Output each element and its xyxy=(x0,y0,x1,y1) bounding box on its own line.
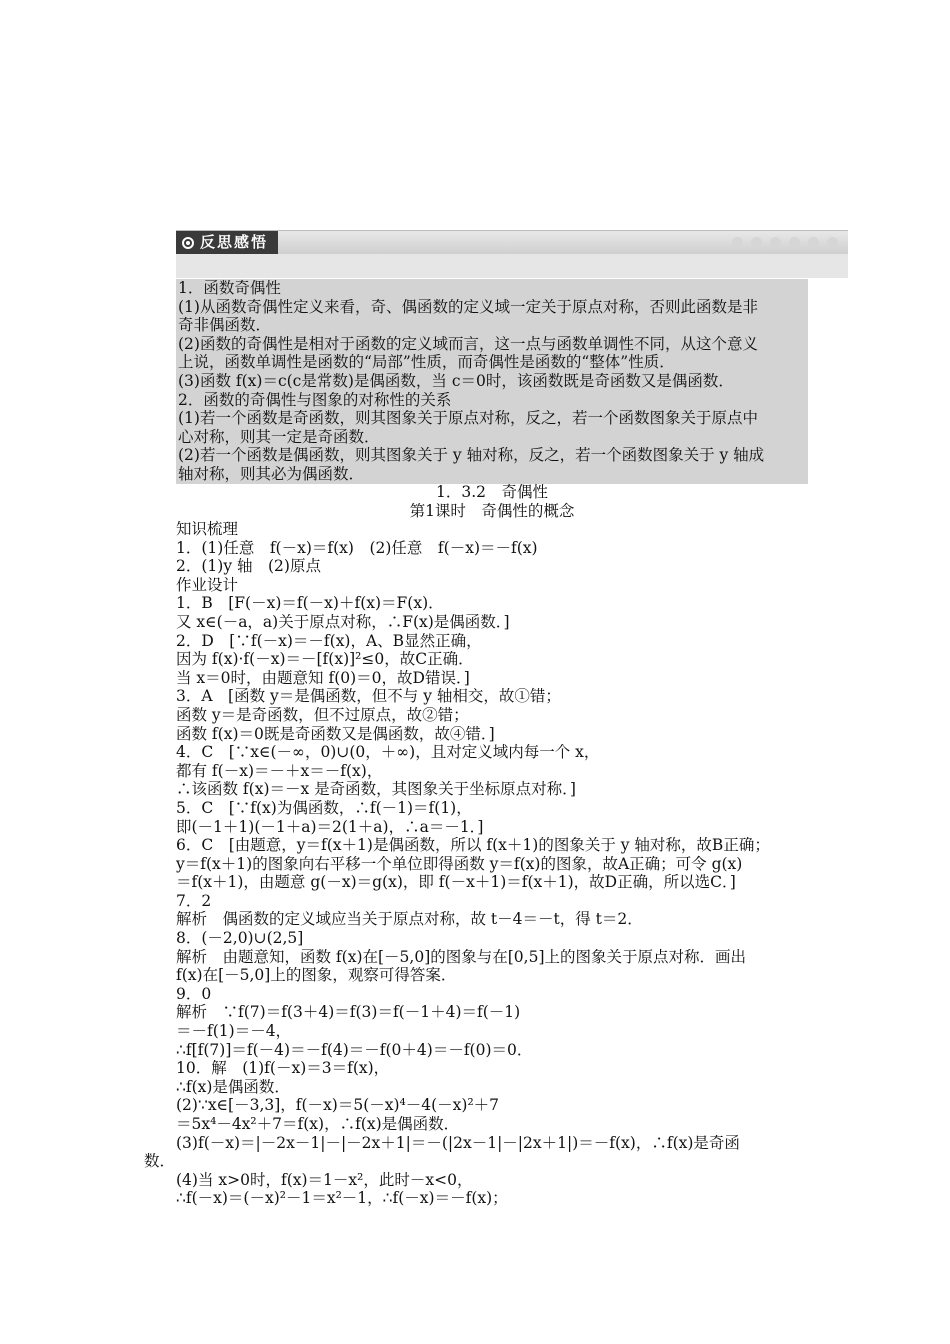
bullet-circle-icon xyxy=(182,237,194,249)
answer-line: 7．2 xyxy=(176,891,212,910)
answer-line: 1．B [F(－x)＝f(－x)＋f(x)＝F(x)． xyxy=(176,594,444,613)
answer-line: 都有 f(－x)＝－＋x＝－f(x)， xyxy=(176,761,383,780)
decorative-dot-icon xyxy=(770,237,781,248)
answer-line: ＝－f(1)＝－4， xyxy=(176,1022,292,1041)
answer-line: 解析 由题意知，函数 f(x)在[－5,0]的图象与在[0,5]上的图象关于原点对称．画出 xyxy=(176,947,746,966)
reflection-line: (3)函数 f(x)＝c(c是常数)是偶函数，当 c＝0时，该函数既是奇函数又是偶函数． xyxy=(178,371,734,390)
answer-line: 5．C [∵f(x)为偶函数，∴f(－1)＝f(1)， xyxy=(176,798,472,817)
answer-line: 4．C [∵x∈(－∞，0)∪(0，＋∞)，且对定义域内每一个 x， xyxy=(176,743,600,762)
answer-line: 3．A [函数 y＝是偶函数，但不与 y 轴相交，故①错； xyxy=(176,687,561,706)
answer-line: 10．解 (1)f(－x)＝3＝f(x)， xyxy=(176,1059,390,1078)
reflection-line: 轴对称，则其必为偶函数． xyxy=(178,464,365,483)
reflection-line: (1)若一个函数是奇函数，则其图象关于原点对称，反之，若一个函数图象关于原点中 xyxy=(178,409,758,428)
answer-line: 函数 f(x)＝0既是奇函数又是偶函数，故④错．] xyxy=(176,724,495,743)
decorative-dot-icon xyxy=(751,237,762,248)
answer-line: 解析 偶函数的定义域应当关于原点对称，故 t－4＝－t，得 t＝2． xyxy=(176,910,643,929)
answer-line: 函数 y＝是奇函数，但不过原点，故②错； xyxy=(176,705,469,724)
answer-line: 2．(1)y 轴 (2)原点 xyxy=(176,557,321,576)
answer-line: ∴该函数 f(x)＝－x 是奇函数，其图象关于坐标原点对称．] xyxy=(176,780,576,799)
answer-line: ＝f(x＋1)，由题意 g(－x)＝g(x)，即 f(－x＋1)＝f(x＋1)，故D正确，所以选C．] xyxy=(176,873,736,892)
answer-line: 当 x＝0时，由题意知 f(0)＝0，故D错误．] xyxy=(176,668,470,687)
answer-line: 又 x∈(－a，a)关于原点对称，∴F(x)是偶函数．] xyxy=(176,612,510,631)
answer-line: ＝5x⁴－4x²＋7＝f(x)，∴f(x)是偶函数． xyxy=(176,1115,460,1133)
reflection-line: (2)若一个函数是偶函数，则其图象关于 y 轴对称，反之，若一个函数图象关于 y 轴成 xyxy=(178,446,765,465)
decorative-dot-icon xyxy=(789,237,800,248)
reflection-line: 2．函数的奇偶性与图象的对称性的关系 xyxy=(178,390,452,409)
section-title: 1．3.2 奇偶性 xyxy=(435,483,548,501)
decorative-dot-icon xyxy=(732,237,743,248)
banner-title: 反思感悟 xyxy=(200,233,269,251)
answer-line: f(x)在[－5,0]上的图象，观察可得答案． xyxy=(176,966,457,985)
answer-line: 因为 f(x)·f(－x)＝－[f(x)]²≤0，故C正确． xyxy=(176,650,474,669)
reflection-line: 1．函数奇偶性 xyxy=(178,279,281,297)
answer-line: (4)当 x>0时，f(x)＝1－x²，此时－x<0， xyxy=(176,1170,473,1189)
banner-underline xyxy=(176,254,848,278)
decorative-dot-icon xyxy=(808,237,819,248)
reflection-box xyxy=(176,279,808,484)
reflection-line: 上说，函数单调性是函数的“局部”性质，而奇偶性是函数的“整体”性质． xyxy=(178,353,675,372)
answer-line: 8．(－2,0)∪(2,5] xyxy=(176,929,304,948)
banner-dots xyxy=(732,237,838,248)
reflection-line: (2)函数的奇偶性是相对于函数的定义域而言，这一点与函数单调性不同，从这个意义 xyxy=(178,334,758,353)
answer-line: 作业设计 xyxy=(176,575,239,594)
reflection-line: 奇非偶函数． xyxy=(178,316,272,335)
answer-body xyxy=(144,520,816,1208)
section-banner xyxy=(176,230,848,254)
answer-line: y＝f(x＋1)的图象向右平移一个单位即得函数 y＝f(x)的图象，故A正确；可令 g(x) xyxy=(176,854,743,873)
answer-line: 1．(1)任意 f(－x)＝f(x) (2)任意 f(－x)＝－f(x) xyxy=(176,538,538,557)
answer-line: 数． xyxy=(144,1152,176,1171)
answer-line: ∴f(x)是偶函数． xyxy=(176,1077,290,1096)
answer-line: ∴f(－x)＝(－x)²－1＝x²－1，∴f(－x)＝－f(x)； xyxy=(176,1189,508,1208)
reflection-line: 心对称，则其一定是奇函数． xyxy=(178,427,380,446)
answer-line: 9．0 xyxy=(176,984,212,1003)
answer-line: 即(－1＋1)(－1＋a)＝2(1＋a)，∴a＝－1．] xyxy=(176,817,484,836)
answer-line: (3)f(－x)＝|－2x－1|－|－2x＋1|＝－(|2x－1|－|2x＋1|)＝－f(x)，∴f(x)是奇函 xyxy=(176,1133,740,1152)
banner-label xyxy=(176,231,278,254)
lesson-headings xyxy=(176,483,808,521)
answer-line: 2．D [∵f(－x)＝－f(x)，A、B显然正确， xyxy=(176,631,482,650)
decorative-dot-icon xyxy=(827,237,838,248)
answer-line: 解析 ∵f(7)＝f(3＋4)＝f(3)＝f(－1＋4)＝f(－1) xyxy=(176,1003,521,1022)
lesson-title: 第1课时 奇偶性的概念 xyxy=(409,502,575,520)
answer-line: 知识梳理 xyxy=(176,520,239,538)
answer-line: (2)∵x∈[－3,3]，f(－x)＝5(－x)⁴－4(－x)²＋7 xyxy=(176,1096,500,1115)
answer-line: 6．C [由题意，y＝f(x＋1)是偶函数，所以 f(x＋1)的图象关于 y 轴对称，故B正确； xyxy=(176,836,770,855)
answer-line: ∴f[f(7)]＝f(－4)＝－f(4)＝－f(0＋4)＝－f(0)＝0． xyxy=(176,1040,533,1059)
reflection-line: (1)从函数奇偶性定义来看，奇、偶函数的定义域一定关于原点对称，否则此函数是非 xyxy=(178,297,758,316)
